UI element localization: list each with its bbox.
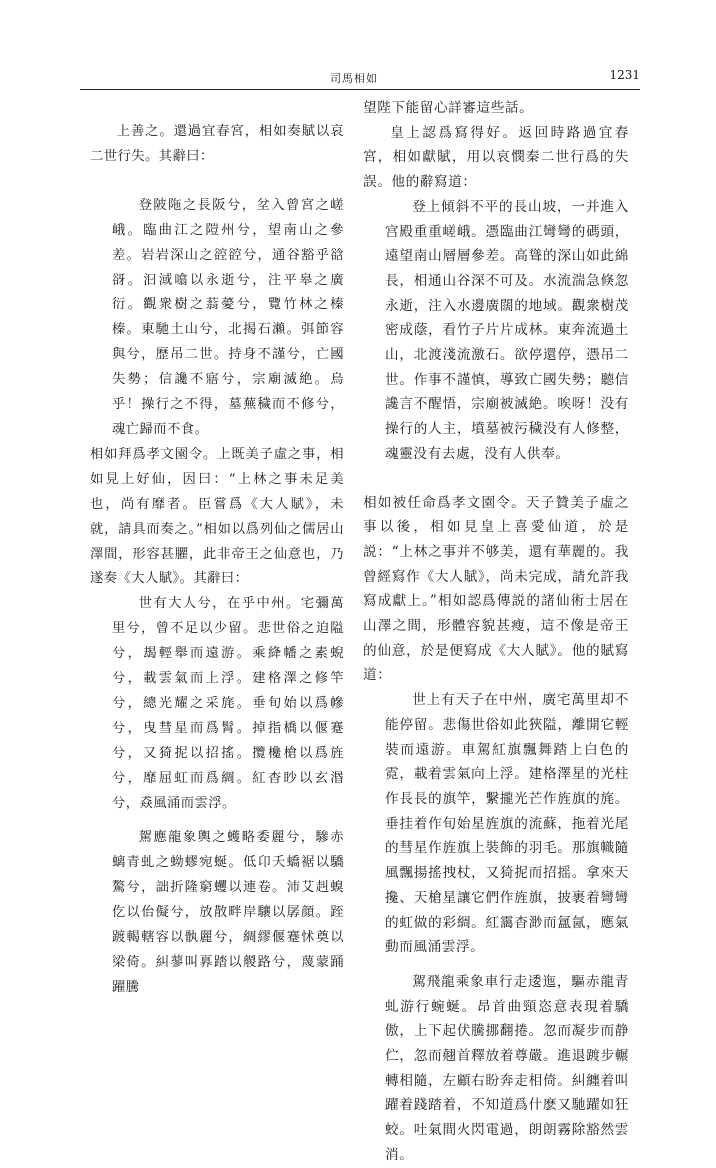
left-poem-da-ren-1: 世有大人兮，在乎中州。宅彌萬里兮，曾不足以少留。悲世俗之迫隘兮，朅輕舉而遠游。乘絳幡之素蜺兮，載雲氣而上浮。建格澤之修竿兮，總光耀之采旄。垂旬始以爲幓兮，曳彗星而爲髾。掉指橋以偃蹇兮，又猗抳以招搖。攬欃槍以爲旌兮，靡屈虹而爲綢。紅杳眇以玄湣兮，猋風涌而雲浮。	[112, 596, 344, 811]
left-paragraph-3: 相如拜爲孝文園令。上既美子虛之事，相如見上好仙，因曰：“上林之事未足美也，尚有靡者。臣嘗爲《大人賦》，未就，請具而奏之。”相如以爲列仙之儒居山澤間，形容甚臞，此非帝王之仙意也，乃遂奏《大人賦》。其辭曰：	[90, 446, 344, 587]
right-poem-translation-3: 駕飛龍乘象車行走逶迤，驅赤龍青虬游行蜿蜒。昂首曲頸恣意表現着驕傲，上下起伏騰挪翻捲。忽而凝步而静伫，忽而翹首釋放着尊嚴。進退踱步輾轉相隨，左顧右盼奔走相倚。糾纏着叫躍着踐踏着，不知道爲什麽又馳躍如狂蛟。吐氣間火閃電過，朗朗霧除豁然雲消。	[385, 973, 629, 1163]
left-column-classical-text	[90, 96, 344, 1001]
running-title: 司馬相如	[330, 72, 378, 85]
left-paragraph-1: 上善之。還過宜春宮，相如奏賦以哀二世行失。其辭曰：	[90, 124, 344, 164]
page-number: 1231	[609, 68, 640, 82]
left-poem-da-ren-2: 駕應龍象輿之蠖略委麗兮，驂赤螭青虬之蚴蟉宛蜒。低卬夭蟜裾以驕驁兮，詘折隆窮蠼以連卷。沛艾赳螑仡以佁儗兮，放散畔岸驤以孱顔。跮踱輵轄容以骫麗兮，綢繆偃蹇怵奠以梁倚。糾蓼叫奡踏以艐路兮，蔑蒙踊躍騰	[112, 830, 344, 995]
right-paragraph-2: 皇上認爲寫得好。返回時路過宜春宮，相如獻賦，用以哀憫秦二世行爲的失誤。他的辭寫道：	[363, 124, 629, 191]
page-header	[80, 62, 640, 90]
right-poem-translation-2: 世上有天子在中州，廣宅萬里却不能停留。悲傷世俗如此狹隘，離開它輕裝而遠游。車駕紅旗飄舞踏上白色的霓，載着雲氣向上浮。建格澤星的光柱作長長的旗竿，繫攏光芒作旌旗的旄。垂挂着作旬始星旌旗的流蘇，拖着光尾的彗星作旌旗上裝飾的羽毛。那旗幟隨風飄揚搖拽杖，又猗抳而招摇。拿來天攙、天槍星讓它們作旌旗，披裹着彎彎的虹做的彩綢。紅靄杳渺而氲氤，應氣動而風涌雲浮。	[385, 692, 629, 956]
right-paragraph-4: 相如被任命爲孝文園令。天子贊美子虛之事以後，相如見皇上喜愛仙道，於是説：“上林之事并不够美，還有華麗的。我曾經寫作《大人賦》，尚未完成，請允許我寫成獻上。”相如認爲傳説的諸仙術士居在山澤之間，形體容貌甚瘦，這不像是帝王的仙意，於是便寫成《大人賦》。他的賦寫道：	[363, 494, 629, 684]
right-paragraph-1: 望陛下能留心詳審這些話。	[363, 100, 534, 116]
left-poem-er-shi: 登陂陁之長阪兮，坌入曾宮之嵯峨。臨曲江之隑州兮，望南山之參差。岩岩深山之谾谾兮，通谷豁乎谽谺。汩淢噏以永逝兮，注平皋之廣衍。觀衆樹之蓊薆兮，覽竹林之榛榛。東馳土山兮，北揭石瀨。弭節容與兮，歷吊二世。持身不謹兮，亡國失勢；信讒不寤兮，宗廟滅絶。烏乎！操行之不得，墓蕪穢而不修兮，魂亡歸而不食。	[112, 197, 344, 437]
right-poem-translation-1: 登上傾斜不平的長山坡，一并進入宫殿重重嵯峨。憑臨曲江彎彎的碼頭，遠望南山層層參差。高聳的深山如此綿長，相通山谷深不可及。水流湍急倏忽永逝，注入水邊廣闊的地域。觀衆樹茂密成蔭，看竹子片片成林。東奔流過土山，北渡淺流激石。欲停還停，憑吊二世。作事不謹慎，導致亡國失勢；聽信讒言不醒悟，宗廟被滅絶。唉呀！没有操行的人主，墳墓被污穢没有人修整，魂靈没有去處，没有人供奉。	[385, 198, 629, 462]
header-rule	[80, 89, 640, 90]
right-column-translation	[363, 96, 629, 1168]
